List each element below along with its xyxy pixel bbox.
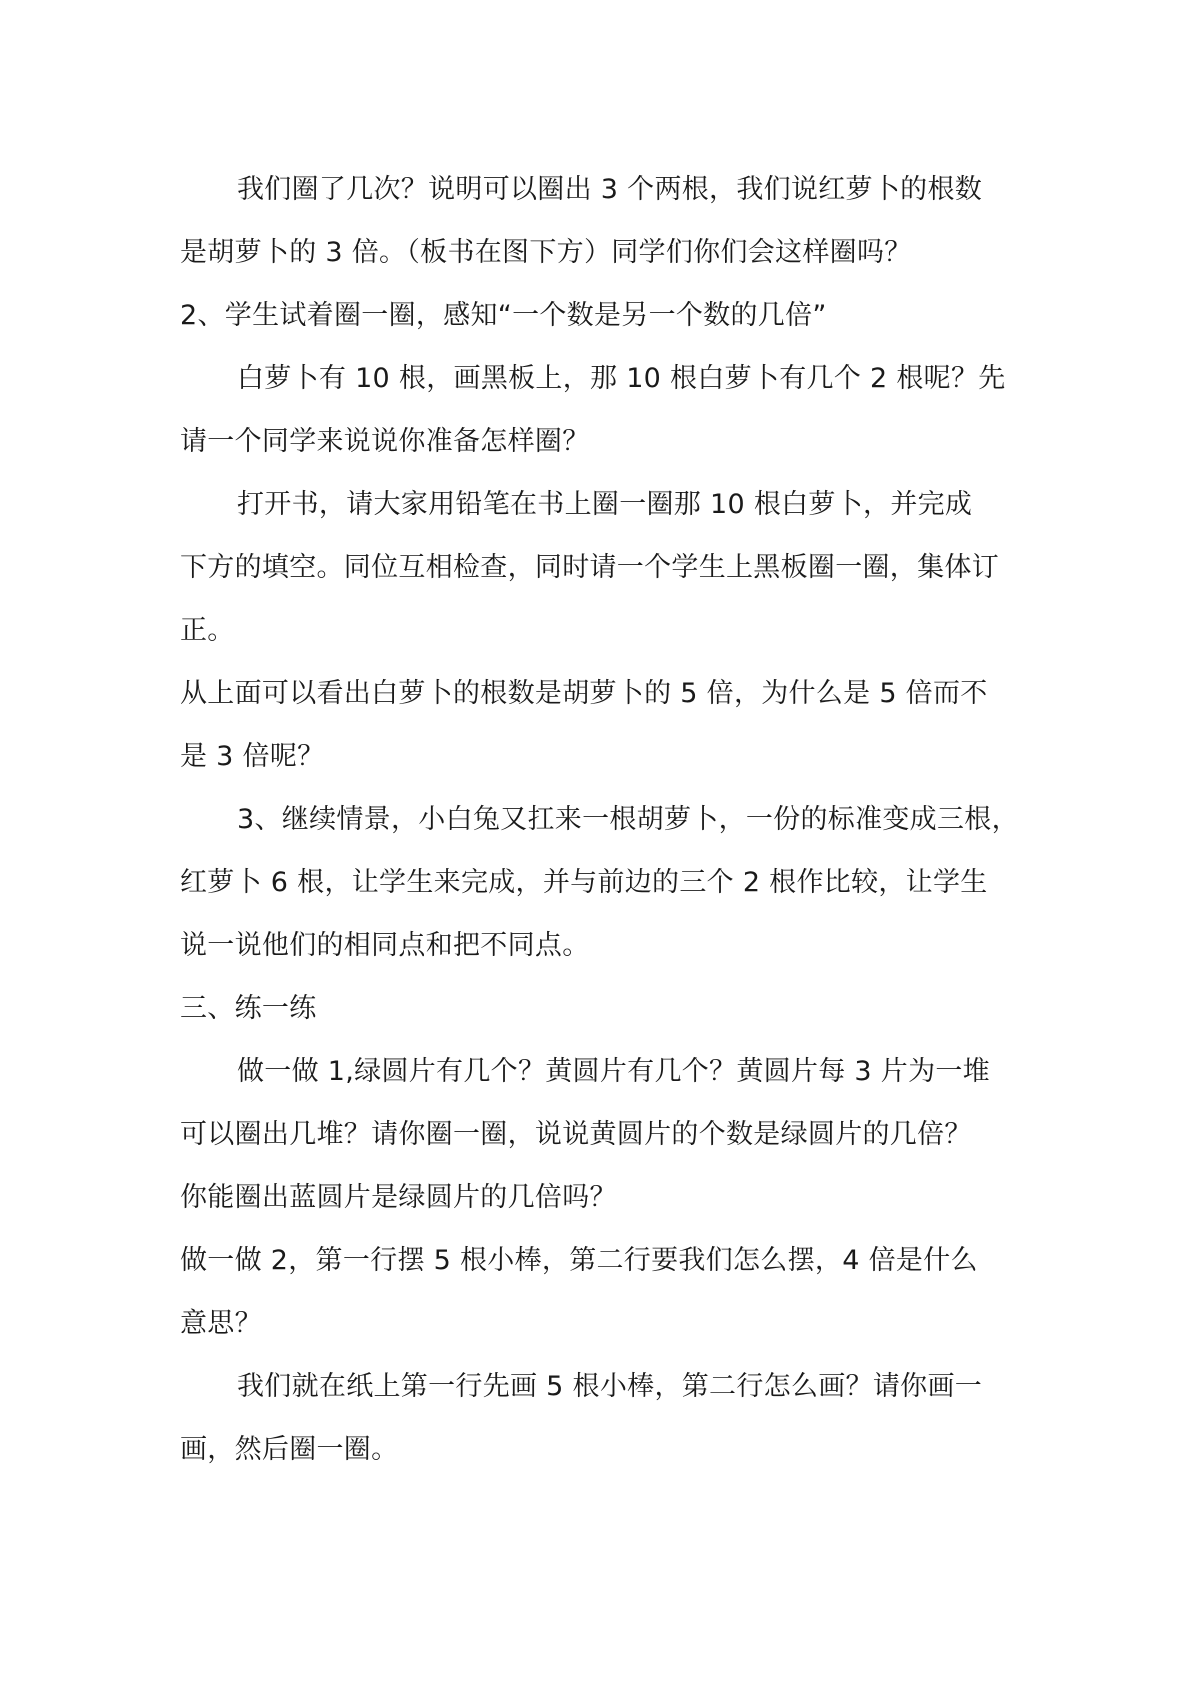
text-line: 你能圈出蓝圆片是绿圆片的几倍吗？ bbox=[180, 1182, 617, 1213]
text-line: 是 3 倍呢？ bbox=[180, 741, 325, 772]
section-heading: 2、学生试着圈一圈，感知“一个数是另一个数的几倍” bbox=[180, 300, 827, 331]
document-body bbox=[180, 158, 1040, 1481]
text-line: 我们就在纸上第一行先画 5 根小棒，第二行怎么画？请你画一 bbox=[237, 1371, 983, 1402]
text-line: 做一做 1,绿圆片有几个？黄圆片有几个？黄圆片每 3 片为一堆 bbox=[237, 1056, 990, 1087]
text-line: 意思？ bbox=[180, 1308, 262, 1339]
text-line: 从上面可以看出白萝卜的根数是胡萝卜的 5 倍，为什么是 5 倍而不 bbox=[180, 678, 988, 709]
text-line: 画，然后圈一圈。 bbox=[180, 1434, 399, 1465]
text-line: 请一个同学来说说你准备怎样圈？ bbox=[180, 426, 590, 457]
text-line: 白萝卜有 10 根，画黑板上，那 10 根白萝卜有几个 2 根呢？先 bbox=[237, 363, 1006, 394]
section-heading: 3、继续情景，小白兔又扛来一根胡萝卜，一份的标准变成三根， bbox=[237, 804, 1019, 835]
text-line: 我们圈了几次？说明可以圈出 3 个两根，我们说红萝卜的根数 bbox=[237, 174, 983, 205]
text-line: 说一说他们的相同点和把不同点。 bbox=[180, 930, 590, 961]
text-line: 下方的填空。同位互相检查，同时请一个学生上黑板圈一圈，集体订 bbox=[180, 552, 999, 583]
text-line: 打开书，请大家用铅笔在书上圈一圈那 10 根白萝卜，并完成 bbox=[237, 489, 973, 520]
text-line: 做一做 2，第一行摆 5 根小棒，第二行要我们怎么摆，4 倍是什么 bbox=[180, 1245, 978, 1276]
section-heading: 三、练一练 bbox=[180, 993, 317, 1024]
text-line: 红萝卜 6 根，让学生来完成，并与前边的三个 2 根作比较，让学生 bbox=[180, 867, 988, 898]
text-line: 是胡萝卜的 3 倍。（板书在图下方）同学们你们会这样圈吗？ bbox=[180, 237, 912, 268]
text-line: 可以圈出几堆？请你圈一圈，说说黄圆片的个数是绿圆片的几倍？ bbox=[180, 1119, 972, 1150]
text-line: 正。 bbox=[180, 615, 235, 646]
